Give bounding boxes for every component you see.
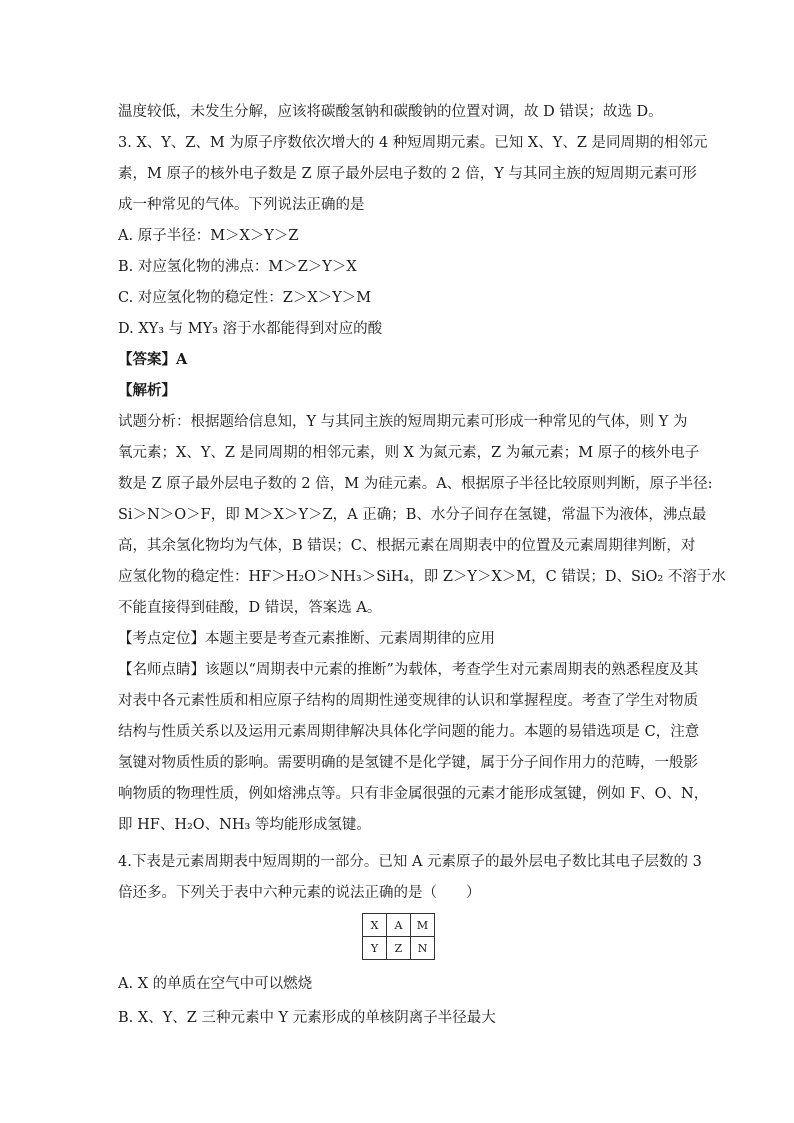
q4-option-a: A. X 的单质在空气中可以燃烧 [118,976,313,992]
analysis-text: 高，其余氢化物均为气体，B 错误；C、根据元素在周期表中的位置及元素周期律判断，对 [118,538,696,554]
text-line: 温度较低，未发生分解，应该将碳酸氢钠和碳酸钠的位置对调，故 D 错误；故选 D。 [118,104,663,120]
analysis-text: 应氢化物的稳定性：HF＞H₂O＞NH₃＞SiH₄，即 Z＞Y＞X＞M，C 错误；D、SiO₂ 不溶于水 [118,569,726,585]
analysis-text: Si＞N＞O＞F，即 M＞X＞Y＞Z，A 正确；B、水分子间存在氢键，常温下为液体，沸点最 [118,507,707,523]
text-line: 素，M 原子的核外电子数是 Z 原子最外层电子数的 2 倍，Y 与其同主族的短周期元素可形 [118,166,697,182]
question-3-stem: 3. X、Y、Z、M 为原子序数依次增大的 4 种短周期元素。已知 X、Y、Z 是同周期的相邻元 [118,135,708,151]
teacher-note: 响物质的物理性质，例如熔沸点等。只有非金属很强的元素才能形成氢键，例如 F、O、N， [118,786,709,802]
table-cell: X [363,914,387,937]
table-cell: N [411,937,435,960]
answer-heading: 【答案】A [118,351,188,368]
analysis-text: 试题分析：根据题给信息知，Y 与其同主族的短周期元素可形成一种常见的气体，则 Y 为 [118,414,688,430]
option-a: A. 原子半径：M＞X＞Y＞Z [118,228,299,244]
option-b: B. 对应氢化物的沸点：M＞Z＞Y＞X [118,259,357,275]
table-cell: Y [363,937,387,960]
teacher-note: 氢键对物质性质的影响。需要明确的是氢键不是化学键，属于分子间作用力的范畴，一般影 [118,755,698,771]
teacher-note: 对表中各元素性质和相应原子结构的周期性递变规律的认识和掌握程度。考查了学生对物质 [118,693,698,709]
option-d: D. XY₃ 与 MY₃ 溶于水都能得到对应的酸 [118,321,383,337]
q4-option-b: B. X、Y、Z 三种元素中 Y 元素形成的单核阴离子半径最大 [118,1010,496,1026]
table-cell: Z [387,937,411,960]
text-line: 成一种常见的气体。下列说法正确的是 [118,197,365,213]
analysis-heading: 【解析】 [118,382,176,399]
periodic-table-fragment [362,913,435,960]
analysis-text: 数是 Z 原子最外层电子数的 2 倍，M 为硅元素。A、根据原子半径比较原则判断，原子半径: [118,476,713,492]
question-4-stem: 4.下表是元素周期表中短周期的一部分。已知 A 元素原子的最外层电子数比其电子层数的 3 [118,854,702,870]
teacher-note: 即 HF、H₂O、NH₃ 等均能形成氢键。 [118,817,371,833]
analysis-text: 氧元素；X、Y、Z 是同周期的相邻元素，则 X 为氮元素，Z 为氟元素；M 原子的核外电子 [118,445,700,461]
analysis-text: 不能直接得到硅酸，D 错误，答案选 A。 [118,600,382,616]
exam-point: 【考点定位】本题主要是考查元素推断、元素周期律的应用 [118,631,495,647]
table-cell: A [387,914,411,937]
question-4-stem: 倍还多。下列关于表中六种元素的说法正确的是（ ） [118,885,481,901]
option-c: C. 对应氢化物的稳定性：Z＞X＞Y＞M [118,290,372,306]
teacher-note: 【名师点睛】该题以“周期表中元素的推断”为载体，考查学生对元素周期表的熟悉程度及其 [118,662,699,678]
table-cell: M [411,914,435,937]
teacher-note: 结构与性质关系以及运用元素周期律解决具体化学问题的能力。本题的易错选项是 C，注意 [118,724,700,740]
